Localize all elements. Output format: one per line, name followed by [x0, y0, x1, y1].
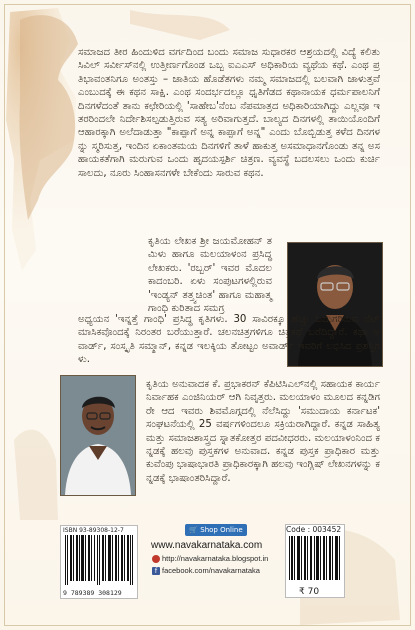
facebook-icon: f: [152, 567, 160, 575]
isbn-number: 9 789389 308129: [63, 589, 122, 597]
publisher-blog-link[interactable]: http://navakarnataka.blogspot.in: [162, 554, 269, 563]
isbn-label: ISBN 93-89308-12-7: [63, 527, 124, 534]
publisher-website[interactable]: www.navakarnataka.com: [151, 540, 263, 551]
book-price: ₹ 70: [299, 587, 320, 597]
isbn-barcode: [60, 525, 138, 599]
isbn-barcode-bars: [63, 535, 135, 585]
globe-icon: [152, 555, 160, 563]
translator-portrait-image: [61, 376, 135, 495]
product-code: Code : 003452: [286, 525, 342, 534]
translator-bio-paragraph: ಕೃತಿಯ ಅನುವಾದಕ ಕೆ. ಪ್ರಭಾಕರನ್ ಕೆಪಿಟಿಸಿಎಲ್‌ನಲ್ಲಿ ಸಹಾಯಕ ಕಾರ್ಯನಿರ್ವಾಹಕ ಎಂಜಿನಿಯರ್ ಆಗಿ ನಿವೃತ್ತರು. ಮಲಯಾಳಂ ಮೂಲದ ಕನ್ನಡಿಗರೇ ಆದ ಇವರು ಶಿವಮೊಗ್ಗದಲ್ಲಿ ನೆಲೆಸಿದ್ದು 'ಸಮುದಾಯ ಕರ್ನಾಟಕ' ಸಂಘಟನೆಯಲ್ಲಿ 25 ವರ್ಷಗಳಿಂದಲೂ ಸಕ್ರಿಯರಾಗಿದ್ದಾರೆ. ಕನ್ನಡ ಸಾಹಿತ್ಯ ಮತ್ತು ಸಮಾಜಶಾಸ್ತ್ರದ ಸ್ನಾತಕೋತ್ತರ ಪದವೀಧರರು. ಮಲಯಾಳಂನಿಂದ ಕನ್ನಡಕ್ಕೆ ಹಲವು ಪುಸ್ತಕಗಳ ಅನುವಾದ. ಕನ್ನಡ ಪುಸ್ತಕ ಪ್ರಾಧಿಕಾರ ಮತ್ತು ಕುವೆಂಪು ಭಾಷಾಭಾರತಿ ಪ್ರಾಧಿಕಾರಕ್ಕಾಗಿ ಹಲವು ಇಂಗ್ಲಿಷ್ ಲೇಖನಗಳನ್ನು ಕನ್ನಡಕ್ಕೆ ಭಾಷಾಂತರಿಸಿದ್ದಾರೆ.: [146, 379, 380, 484]
author-bio-continued-paragraph: ಅಧ್ಯಯನ 'ಇನ್ನತ್ತೆ ಗಾಂಧಿ' ಪ್ರಸಿದ್ಧ ಕೃತಿಗಳು. 30 ಸಾವಿರಕ್ಕೂ ಹೆಚ್ಚು ಓದುಗರಿರುವ ನೆಟ್ ಮಾಸಿಕವೊಂದಕ್ಕೆ ನಿರಂತರ ಬರೆಯುತ್ತಾರೆ. ಚಲನಚಿತ್ರಗಳಿಗೂ ಚಿತ್ರಕಥೆ ಬರೆದಿದ್ದಾರೆ. ಕಥಾ ಅವಾರ್ಡ್, ಸಂಸ್ಕೃತಿ ಸಮ್ಮಾನ್, ಕನ್ನಡ ಇಲಕ್ಕಿಯ ತೋಟ್ಟಂ ಅವಾರ್ಡ್ ಇವರಿಗೆ ಲಭಿಸಿದ ಪ್ರಶಸ್ತಿಗಳು.: [78, 314, 380, 366]
cart-icon: 🛒: [189, 526, 199, 534]
price-barcode-bars: [288, 536, 342, 580]
shop-online-button[interactable]: [185, 524, 247, 536]
book-synopsis-paragraph: ಸಮಾಜದ ತೀರ ಹಿಂದುಳಿದ ವರ್ಗದಿಂದ ಬಂದು ಸಮಾಜ ಸುಧಾರಕರ ಆಶ್ರಯದಲ್ಲಿ ವಿದ್ಯೆ ಕಲಿತು ಸಿವಿಲ್ ಸರ್ವೀಸ್‌ನಲ್ಲಿ ಉತ್ತೀರ್ಣಗೊಂಡ ಒಬ್ಬ ಐಎಎಸ್ ಅಧಿಕಾರಿಯ ವ್ಯಥೆಯ ಕಥೆ. ಎಂಥ ಪ್ರತಿಭಾವಂತನಿಗೂ ಅಂತಸ್ತು – ಜಾತಿಯ ಹೊಡೆತಗಳು ನಮ್ಮ ಸಮಾಜದಲ್ಲಿ ಬಲವಾಗಿ ಜಾಳುತ್ತವೆ ಎಂಬುದಕ್ಕೆ ಈ ಕಥನ ಸಾಕ್ಷಿ. ಎಂಥ ಸಂದರ್ಭದಲ್ಲೂ ಧೃತಿಗೆಡದ ಕಥಾನಾಯಕ ಧರ್ಮಪಾಲನಿಗೆ ದಿನಗಳೆದಂತೆ ತಾನು ಕಛೇರಿಯಲ್ಲಿ 'ಸಾಹೇಬ'ನೆಂಬ ನೆಪಮಾತ್ರದ ಅಧಿಕಾರಿಯಾಗಿದ್ದು ಎಲ್ಲವೂ ಇತರರಿಂದಲೇ ನಿರ್ದೇಶಿಸಲ್ಪಡುತ್ತಿರುವ ಸತ್ಯ ಅರಿವಾಗುತ್ತದೆ. ಬಾಲ್ಯದ ದಿನಗಳಲ್ಲಿ ತಾಯಿಯೊಂದಿಗೆ ಆಹಾರಕ್ಕಾಗಿ ಅಲೆದಾಡುತ್ತಾ "ಕಾಪ್ಪಾಗೆ ಅನ್ನ ಕಾಪ್ಪಾಗೆ ಅನ್ನ" ಎಂದು ಬೊಬ್ಬಿಡುತ್ತ ಕಳೆದ ದಿನಗಳನ್ನು ಸ್ಮರಿಸುತ್ತ, ಇಂದಿನ ಏಕಾಂತಮಯ ದಿನಗಳಿಗೆ ತಾಳೆ ಹಾಕುತ್ತ ಅಸಮಾಧಾನಗೊಂಡು ತನ್ನ ಅಸಹಾಯಕತೆಗಾಗಿ ಮರುಗುವ ಒಂದು ಹೃದಯಸ್ಪರ್ಶಿ ಚಿತ್ರಣ. ವ್ಯವಸ್ಥೆ ಬದಲಸಲು ಒಂದು ಕುರ್ಚಿ ಸಾಲದು, ನೂರು ಸಿಂಹಾಸನಗಳೇ ಬೇಕೆಂದು ಸಾರುವ ಕಥನ.: [78, 47, 380, 179]
publisher-facebook-link[interactable]: facebook.com/navakarnataka: [162, 566, 260, 575]
shop-online-label: Shop Online: [200, 526, 243, 534]
translator-photo: [60, 375, 136, 496]
author-bio-paragraph: ಕೃತಿಯ ಲೇಖಕ ಶ್ರೀ ಜಯಮೋಹನ್ ತಮಿಳು ಹಾಗೂ ಮಲಯಾಳಂನ ಪ್ರಸಿದ್ಧ ಲೇಖಕರು. 'ರಬ್ಬರ್' ಇವರ ಮೊದಲ ಕಾದಂಬರಿ. ಏಳು ಸಂಪುಟಗಳಲ್ಲಿರುವ 'ಇಂಡ್ಯನ್ ತತ್ತ್ವಚಿಂತ' ಹಾಗೂ ಮಹಾತ್ಮ ಗಾಂಧಿ ಕುರಿತಾದ ಸಮಗ್ರ: [148, 236, 272, 315]
